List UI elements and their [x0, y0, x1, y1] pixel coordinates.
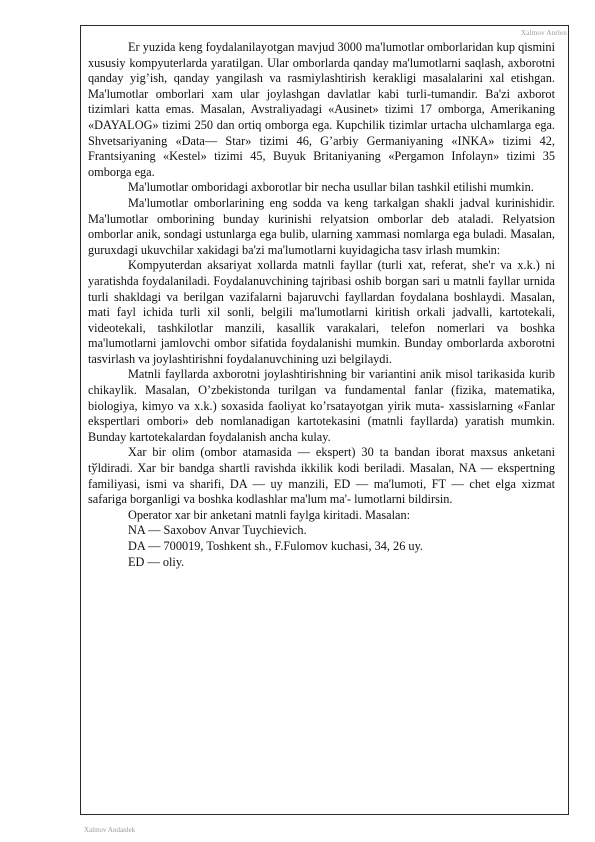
line-record-ed: ED — oliy. — [128, 554, 185, 569]
paragraph-text-file-example: Matnli fayllarda axborotni joylashtirishning bir variantini anik misol tarikasida kurib chikaylik. Masalan, O’zbekistonda turilgan va fundamental fanlar (fizika, matematika, biologiya, kimyo va x.k.) soxasida faoliyat ko’rsatayotgan yirik muta- xassislarning «Fanlar ekspertlari ombori» deb nomlanadigan kartotekasini (matnli fayllarda) yaratish mumkin. Bunday kartotekalardan foydalanish ancha kulay. — [88, 367, 555, 444]
line-operator-entry: Operator xar bir anketani matnli faylga kiritadi. Masalan: — [128, 507, 411, 522]
paragraph-relational-databases: Ma'lumotlar omborlarining eng sodda va keng tarkalgan shakli jadval kurinishidir. Ma'lumotlar omborining bunday kurinishi relyatsion omborlar deb ataladi. Relyatsion omborlar anik, sondagi ustunlarga ega bulib, ularning xammasi nomlarga ega buladi. Masalan, guruxdagi ukuvchilar xakidagi ba'zi ma'lumotlarni kuyidagicha tasv irlash mumkin: — [88, 195, 555, 257]
paragraph-organization-methods: Ma'lumotlar omboridagi axborotlar bir necha usullar bilan tashkil etilishi mumkin. — [128, 180, 534, 195]
line-record-da: DA — 700019, Toshkent sh., F.Fulomov kuchasi, 34, 26 uy. — [128, 539, 423, 553]
footer-watermark: Xalmov Andanlek — [84, 826, 136, 834]
header-watermark: Xalmov Anrlen — [521, 29, 567, 37]
paragraph-databases-overview: Er yuzida keng foydalanilayotgan mavjud 3000 ma'lumotlar omborlaridan kup qismini xususiy kompyuterlarda yaratilgan. Ular omborlarda qanday ma'lumotlarni saqlash, axborotni qanday yig’ish, qanday yangilash va rasmiylashtirish kerakligi masalalarini xal etishgan. Ma'lumotlar omborlari xam ular joylashgan davlatlar kabi turli-tumandir. Ba'zi axborot tizimlari katta emas. Masalan, Avstraliyadagi «Ausinet» tizimi 17 omborga, Amerikaning «DAYALOG» tizimi 250 dan ortiq omborga ega. Kupchilik tizimlar urtacha ulchamlarga ega. Shvetsariyaning «Data— Star» tizimi 46, G’arbiy Germaniyaning «INKA» tizimi 42, Frantsiyaning «Kestel» tizimi 45, Buyuk Britaniyaning «Pergamon Infolayn» tizimi 35 omborga ega. — [88, 40, 555, 179]
paragraph-expert-questionnaire: Xar bir olim (ombor atamasida — ekspert) 30 ta bandan iborat maxsus anketani tўldiradi. Xar bir bandga shartli ravishda ikkilik kodi beriladi. Masalan, NA — ekspertning familiyasi, ismi va sharifi, DA — uy manzili, ED — ma'lumoti, FT — chet elga xizmat safariga borganligi va boshka kodlashlar ma'lum ma'- lumotlarni bildirsin. — [88, 445, 555, 507]
document-body — [88, 40, 555, 570]
paragraph-text-files: Kompyuterdan aksariyat xollarda matnli fayllar (turli xat, referat, she'r va x.k.) ni yaratishda foydalaniladi. Foydalanuvchining tajribasi oshib borgan sari u matnli fayllar urnida turli shakldagi va berilgan vazifalarni bajaruvchi fayllardan foydalana boshlaydi. Masalan, mati fayl ichida turli xil sonli, belgili ma'lumotlarni kiritish orkali jadvalli, kartotekali, videotekali, tashkilotlar manzili, kasallik varakalari, telefon nomerlari va boshka ma'lumotlarni jamlovchi ombor sifatida foydalanishi mumkin. Bunday omborlarda axborotni tasvirlash va joylashtirishni foydalanuvchining uzi belgilaydi. — [88, 258, 555, 366]
line-record-na: NA — Saxobov Anvar Tuychievich. — [128, 523, 307, 538]
